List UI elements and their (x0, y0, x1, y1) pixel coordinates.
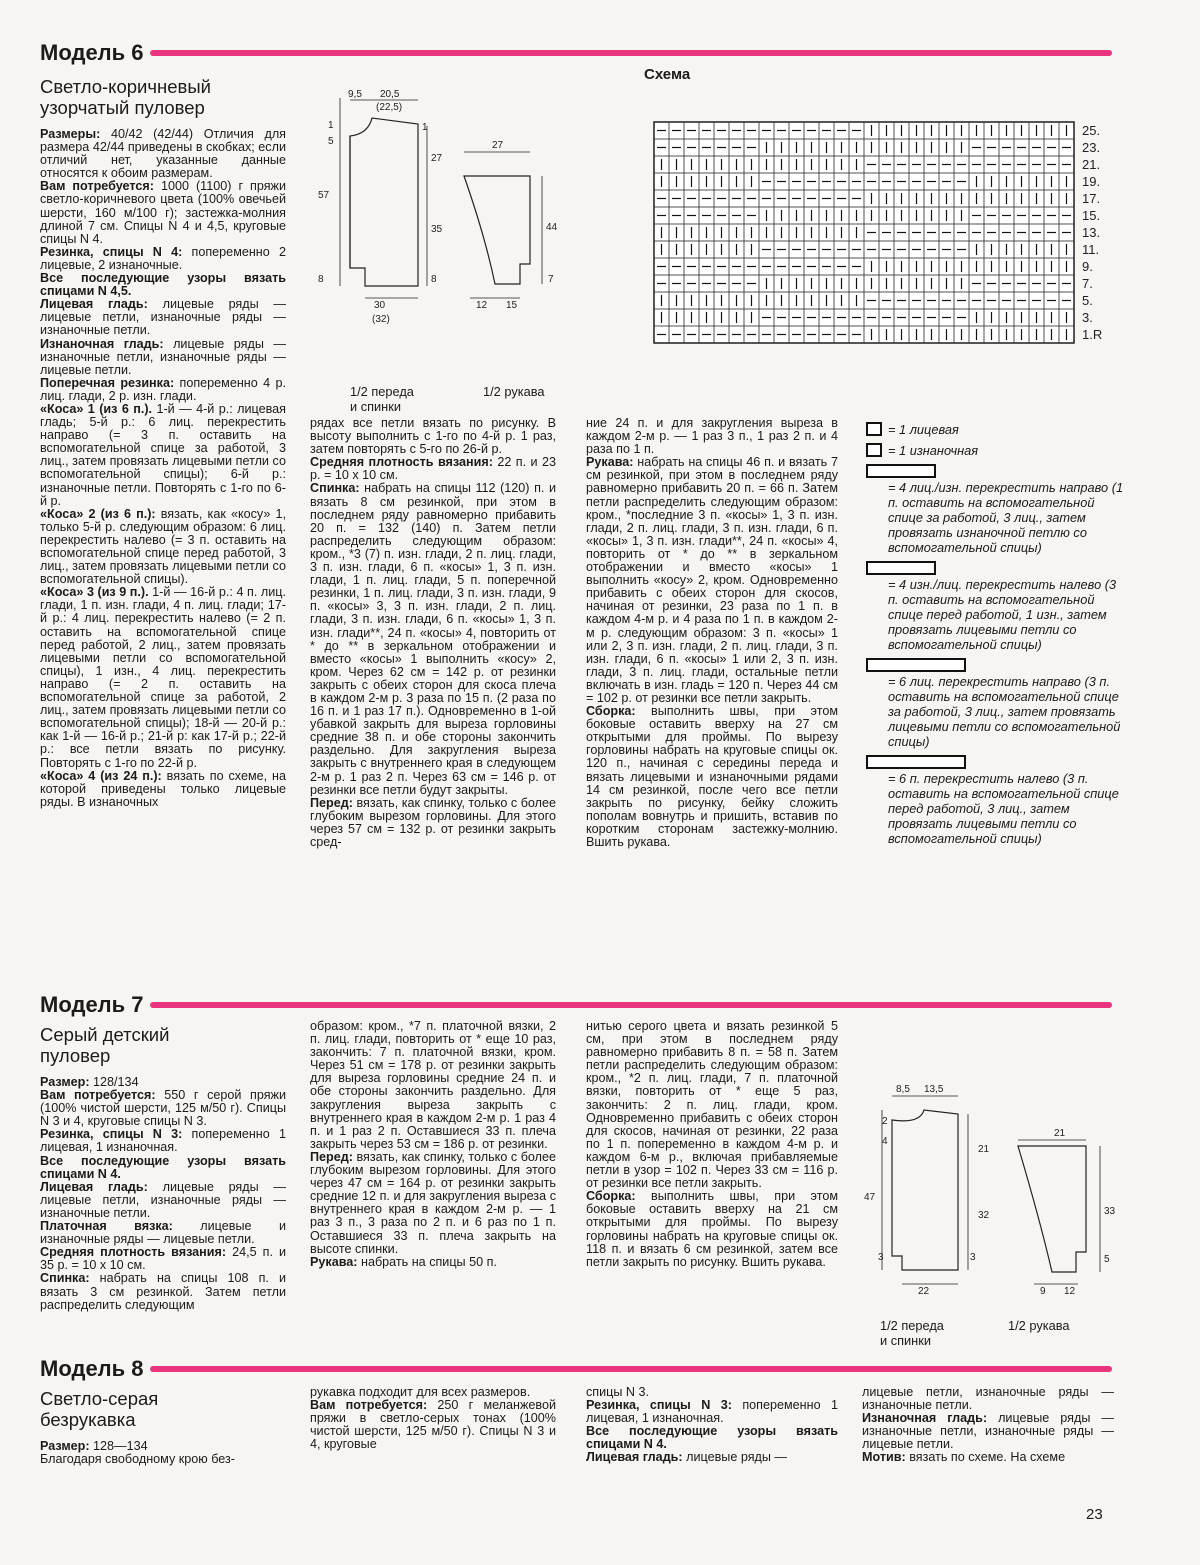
legend-item (866, 561, 1128, 652)
model8-subtitle (40, 1388, 158, 1430)
legend-symbol-knit-icon (866, 422, 882, 436)
legend-text: = 6 п. перекрестить налево (3 п. оставить на вспомогательной спице перед работой, 3 лиц., затем провязать лицевыми петли со вспомогательной спицы) (888, 771, 1119, 846)
subtitle-line: пуловер (40, 1045, 111, 1066)
dim-label: 3 (878, 1252, 884, 1263)
model7-col2: образом: кром., *7 п. платочной вязки, 2 п. лиц. глади, повторить от * еще 10 раз, закончить: 7 п. платочной вязки, кром. Через 51 см = 178 р. от резинки закрыть для выреза горловины средние 24 п. и обе стороны закончить раздельно. Для закругления выреза закрыть с внутреннего края в каждом 2-м р. 1 раз 4 п. и 1 раз 2 п. Оставшиеся 33 п. плеча закрыть через 53 см = 186 р. от резинки. Перед: вязать, как спинку, только с более глубоким вырезом горловины. Для этого через 47 см = 164 р. от резинки закрыть средние 12 п. и для закругления выреза с внутреннего края в каждом 2-м р. — 1 раз 3 п., 3 раза по 2 п. и 6 раз по 1 п. Оставшиеся 33 п. плеча закрыть на высоте спинки. Рукава: набрать на спицы 50 п. (310, 1019, 556, 1269)
subtitle-line: Серый детский (40, 1024, 170, 1045)
dim-label: 5 (1104, 1254, 1110, 1265)
row-number: 9. (1082, 259, 1093, 274)
caption-line: 1/2 переда (350, 384, 414, 399)
row-number: 23. (1082, 140, 1101, 155)
dim-label: 15 (506, 300, 518, 311)
model7-col3: нитью серого цвета и вязать резинкой 5 см, при этом в последнем ряду равномерно прибавить 8 п. = 58 п. Затем петли распределить следующим образом: кром., *2 п. лиц. глади, 7 п. платочной вязки, повторить от * еще 5 раз, закончить: 2 п. лиц. глади, кром. Одновременно прибавить с обеих сторон для скосов, начиная от резинки, 22 раза по 1 п. попеременно в каждом 4-м р. и каждом 6-м р., включая прибавляемые петли в узор = 102 п. Через 33 см = 116 р. от резинки все петли закрыть. Сборка: выполнить швы, при этом боковые оставить вверху на 21 см открытыми для проймы. По вырезу горловины набрать на круговые спицы ок. 118 п. и вязать 6 см резинкой, затем все петли закрыть по рисунку. Вшить рукава. (586, 1019, 838, 1269)
legend-symbol-cross4r-icon (866, 464, 936, 478)
scheme-title: Схема (644, 66, 691, 83)
caption-line: 1/2 переда (880, 1318, 944, 1333)
caption-line: и спинки (350, 399, 401, 414)
row-number: 21. (1082, 157, 1101, 172)
legend-symbol-cross4l-icon (866, 561, 936, 575)
heading-bar (150, 50, 1112, 56)
model6-heading (40, 40, 1112, 66)
subtitle-line: безрукавка (40, 1409, 136, 1430)
legend-symbol-cross6r-icon (866, 658, 966, 672)
row-number: 17. (1082, 191, 1101, 206)
caption-line: и спинки (880, 1333, 931, 1348)
legend-item (866, 443, 1128, 458)
dim-label: 30 (374, 300, 386, 311)
model6-col1: Размеры: 40/42 (42/44) Отличия для размера 42/44 приведены в скобках; если отличий нет, указанные данные относятся к обоим размерам. Вам потребуется: 1000 (1100) г пряжи светло-коричневого цвета (100% овечьей шерсти, 160 м/100 г); застежка-молния длиной 7 см. Спицы N 4 и 4,5, круговые спицы N 4. Резинка, спицы N 4: попеременно 2 лицевые, 2 изнаночные. Все последующие узоры вязать спицами N 4,5. Лицевая гладь: лицевые ряды — лицевые петли, изнаночные ряды — изнаночные петли. Изнаночная гладь: лицевые ряды — изнаночные петли, изнаночные ряды — лицевые петли. Поперечная резинка: попеременно 4 р. лиц. глади, 2 р. изн. глади. «Коса» 1 (из 6 п.). 1-й — 4-й р.: лицевая гладь; 5-й р.: 6 лиц. перекрестить направо (= 3 п. оставить на вспомогательной спице за работой, 3 лиц., затем провязать лицевыми петли со вспомогательной спицы); 6-й р.: изнаночные петли. Повторять с 1-го по 6-й р. «Коса» 2 (из 6 п.): вязать, как «косу» 1, только 5-й р. следующим образом: 6 лиц. перекрестить налево (= 3 п. оставить на вспомогательной спице перед работой, 3 лиц., затем провязать лицевыми петли со вспомогательной спицы). «Коса» 3 (из 9 п.). 1-й — 16-й р.: 4 п. лиц. глади, 1 п. изн. глади, 4 п. лиц. глади; 17-й р.: 4 лиц. перекрестить налево (= 2 п. оставить на вспомогательной спице перед работой, 2 лиц., затем провязать лицевыми петли со вспомогательной спицы), 1 изн., 4 лиц. перекрестить направо (= 2 п. оставить на вспомогательной спице за работой, 2 лиц., затем провязать лицевыми петли со вспомогательной спицы); 18-й — 20-й р.: как 1-й — 16-й р.; 21-й р: как 17-й р.; 22-й р.: все петли вязать по рисунку. Повторять с 1-го по 22-й р. «Коса» 4 (из 24 п.): вязать по схеме, на которой приведены только лицевые ряды. В изнаночных (40, 127, 287, 809)
dim-label: 47 (864, 1192, 876, 1203)
dim-label: 20,5 (380, 89, 400, 100)
model6-col3: ние 24 п. и для закругления выреза в каждом 2-м р. — 1 раз 3 п., 1 раз 2 п. и 4 раза по 1 п. Рукава: набрать на спицы 46 п. и вязать 7 см резинкой, при этом в последнем ряду равномерно прибавить 20 п. = 66 п. Затем петли распределить следующим образом: кром., *последние 3 п. «косы» 1, 3 п. изн. глади, 2 п. лиц. глади, 3 п. изн. глади, 6 п. «косы» 1, 3 п. изн. глади**, 24 п. «косы» 4, повторить от * до ** в зеркальном отображении и вместо «косы» 1 выполнить «косу» 2, кром. Одновременно прибавить с обеих сторон для скосов, начиная от резинки, 23 раза по 1 п. в каждом 4-м р. и 4 раза по 1 п. в каждом 2-м р. следующим образом: 3 п. «косы» 1 или 2, 3 п. изн. глади, 2 п. лиц. глади, 3 п. изн. глади, 6 п. «косы» 1 или 2, 3 п. изн. глади, 3 п. лиц. глади, остальные петли включать в изн. гладь = 120 п. Через 44 см = 102 р. от резинки все петли закрыть. Сборка: выполнить швы, при этом боковые оставить вверху на 27 см открытыми для проймы. По вырезу горловины набрать на круговые спицы ок. 120 п., начиная с середины переда и вязать лицевыми и изнаночными рядами 14 см резинкой, после чего все петли закрыть по рисунку, бейку сложить пополам вовнутрь и пришить, вставив по коротким сторонам застежку-молнию. Вшить рукава. (586, 416, 838, 849)
model7-col1: Размер: 128/134 Вам потребуется: 550 г серой пряжи (100% чистой шерсти, 125 м/50 г). Спицы N 3 и 4, круговые спицы N 3. Резинка, спицы N 3: попеременно 1 лицевая, 1 изнаночная. Все последующие узоры вязать спицами N 4. Лицевая гладь: лицевые ряды — лицевые петли, изнаночные ряды — изнаночные петли. Платочная вязка: лицевые и изнаночные ряды — лицевые петли. Средняя плотность вязания: 24,5 п. и 35 р. = 10 х 10 см. Спинка: набрать на спицы 108 п. и вязать 3 см резинкой. Затем петли распределить следующим (40, 1075, 287, 1312)
legend-item (866, 658, 1128, 749)
dim-label: 9,5 (348, 89, 362, 100)
dim-label: 27 (431, 153, 443, 164)
row-number: 3. (1082, 310, 1093, 325)
dim-label: 8 (318, 274, 324, 285)
dim-label: 12 (476, 300, 488, 311)
dim-label: 1 (328, 120, 334, 131)
model8-title: Модель 8 (40, 1356, 144, 1381)
model8-heading (40, 1356, 1112, 1382)
dim-label: 7 (548, 274, 554, 285)
legend-symbol-purl-icon (866, 443, 882, 457)
dim-label: 44 (546, 222, 558, 233)
row-number: 25. (1082, 123, 1101, 138)
model8-col3: спицы N 3. Резинка, спицы N 3: попеременно 1 лицевая, 1 изнаночная. Все последующие узоры вязать спицами N 4. Лицевая гладь: лицевые ряды — (586, 1385, 838, 1465)
model6-pattern-diagram (310, 86, 572, 326)
front-caption (350, 384, 414, 414)
front-caption (880, 1318, 944, 1348)
model8-col4: лицевые петли, изнаночные ряды — изнаночные петли. Изнаночная гладь: лицевые ряды — изнаночные петли, изнаночные ряды — лицевые петли. Мотив: вязать по схеме. На схеме (862, 1385, 1114, 1465)
model6-subtitle (40, 76, 211, 118)
dim-label: 3 (970, 1252, 976, 1263)
heading-bar (150, 1366, 1112, 1372)
dim-label: 8 (431, 274, 437, 285)
legend-text: = 1 изнаночная (888, 443, 979, 458)
page-number: 23 (1086, 1506, 1103, 1523)
legend-text: = 4 изн./лиц. перекрестить налево (3 п. оставить на вспомогательной спице перед работой, 1 изн., затем провязать лицевыми петли со вспомогательной спицы) (888, 577, 1117, 652)
sleeve-caption: 1/2 рукава (1008, 1318, 1070, 1333)
legend-symbol-cross6l-icon (866, 755, 966, 769)
model6-title: Модель 6 (40, 40, 144, 65)
dim-label: 2 (882, 1116, 888, 1127)
subtitle-line: узорчатый пуловер (40, 97, 205, 118)
row-number: 19. (1082, 174, 1101, 189)
subtitle-line: Светло-серая (40, 1388, 159, 1409)
row-number: 5. (1082, 293, 1093, 308)
dim-label: 1 (422, 122, 428, 133)
row-number: 13. (1082, 225, 1101, 240)
legend-item (866, 422, 1128, 437)
sleeve-caption: 1/2 рукава (483, 384, 545, 399)
subtitle-line: Светло-коричневый (40, 76, 211, 97)
model7-title: Модель 7 (40, 992, 144, 1017)
dim-label: 9 (1040, 1286, 1046, 1297)
model7-heading (40, 992, 1112, 1018)
dim-label: 12 (1064, 1286, 1076, 1297)
dim-label: 35 (431, 224, 443, 235)
dim-label: 57 (318, 190, 330, 201)
dim-label: 8,5 (896, 1084, 910, 1095)
scheme-grid (652, 118, 1132, 346)
heading-bar (150, 1002, 1112, 1008)
model7-subtitle (40, 1024, 169, 1066)
dim-label: 33 (1104, 1206, 1116, 1217)
model8-col1: Размер: 128—134 Благодаря свободному крою без- (40, 1439, 235, 1467)
dim-label: 13,5 (924, 1084, 944, 1095)
legend-text: = 6 лиц. перекрестить направо (3 п. оставить на вспомогательной спице за работой, 3 лиц., затем провязать лицевыми петли со вспомогательной спицы) (888, 674, 1121, 749)
legend-text: = 4 лиц./изн. перекрестить направо (1 п. оставить на вспомогательной спице за работой, 3 лиц., затем провязать изнаночной петлю со вспомогательной спицы) (888, 480, 1124, 555)
dim-label: 21 (978, 1144, 990, 1155)
dim-label: 32 (978, 1210, 990, 1221)
dim-label: 27 (492, 140, 504, 151)
model6-col2: рядах все петли вязать по рисунку. В высоту выполнить с 1-го по 4-й р. 1 раз, затем повторять с 5-го по 26-й р. Средняя плотность вязания: 22 п. и 23 р. = 10 х 10 см. Спинка: набрать на спицы 112 (120) п. и вязать 8 см резинкой, при этом в последнем ряду равномерно прибавить 20 п. = 132 (140) п. Затем петли распределить следующим образом: кром., *3 (7) п. изн. глади, 2 п. лиц. глади, 3 п. изн. глади, 6 п. «косы» 1, 3 п. изн. глади, 1 п. лиц. глади, 5 п. поперечной резинки, 1 п. лиц. глади, 3 п. изн. глади, 9 п. «косы» 3, 3 п. изн. глади, 2 п. лиц. глади, 3 п. изн. глади, 6 п. «косы» 1, 3 п. изн. глади**, 24 п. «косы» 4, повторить от * до ** в зеркальном отображении и вместо «косы» 1 выполнить «косу» 2, кром. Через 62 см = 142 р. от резинки закрыть с обеих сторон для скоса плеча в каждом 2-м р. 3 раза по 15 п. (2 раза по 16 п. и 1 раз 17 п.). Одновременно в 1-ой убавкой закрыть для выреза горловины средние 38 п. и обе стороны закончить раздельно. Для закругления выреза закрыть с внутреннего края в следующем 2-м р. 1 раз 2 п. Через 63 см = 146 р. от резинки все петли будут закрыты. Перед: вязать, как спинку, только с более глубоким вырезом горловины. Для этого через 57 см = 132 р. от резинки закрыть сред- (310, 416, 556, 849)
legend-text: = 1 лицевая (888, 422, 959, 437)
row-number: 15. (1082, 208, 1101, 223)
row-number: 7. (1082, 276, 1093, 291)
legend-item (866, 755, 1128, 846)
row-number: 1.R (1082, 327, 1103, 342)
model8-col2: рукавка подходит для всех размеров. Вам потребуется: 250 г меланжевой пряжи в светло-серых тонах (100% чистой шерсти, 125 м/50 г). Спицы N 3 и 4, круговые (310, 1385, 557, 1452)
scheme-legend (866, 422, 1128, 852)
dim-label: 22 (918, 1286, 930, 1297)
row-number: 11. (1082, 242, 1100, 257)
dim-label: (32) (372, 314, 390, 325)
legend-item (866, 464, 1128, 555)
model7-pattern-diagram (858, 1080, 1128, 1310)
dim-label: 21 (1054, 1128, 1066, 1139)
dim-label: (22,5) (376, 102, 403, 113)
dim-label: 5 (328, 136, 334, 147)
dim-label: 4 (882, 1136, 888, 1147)
